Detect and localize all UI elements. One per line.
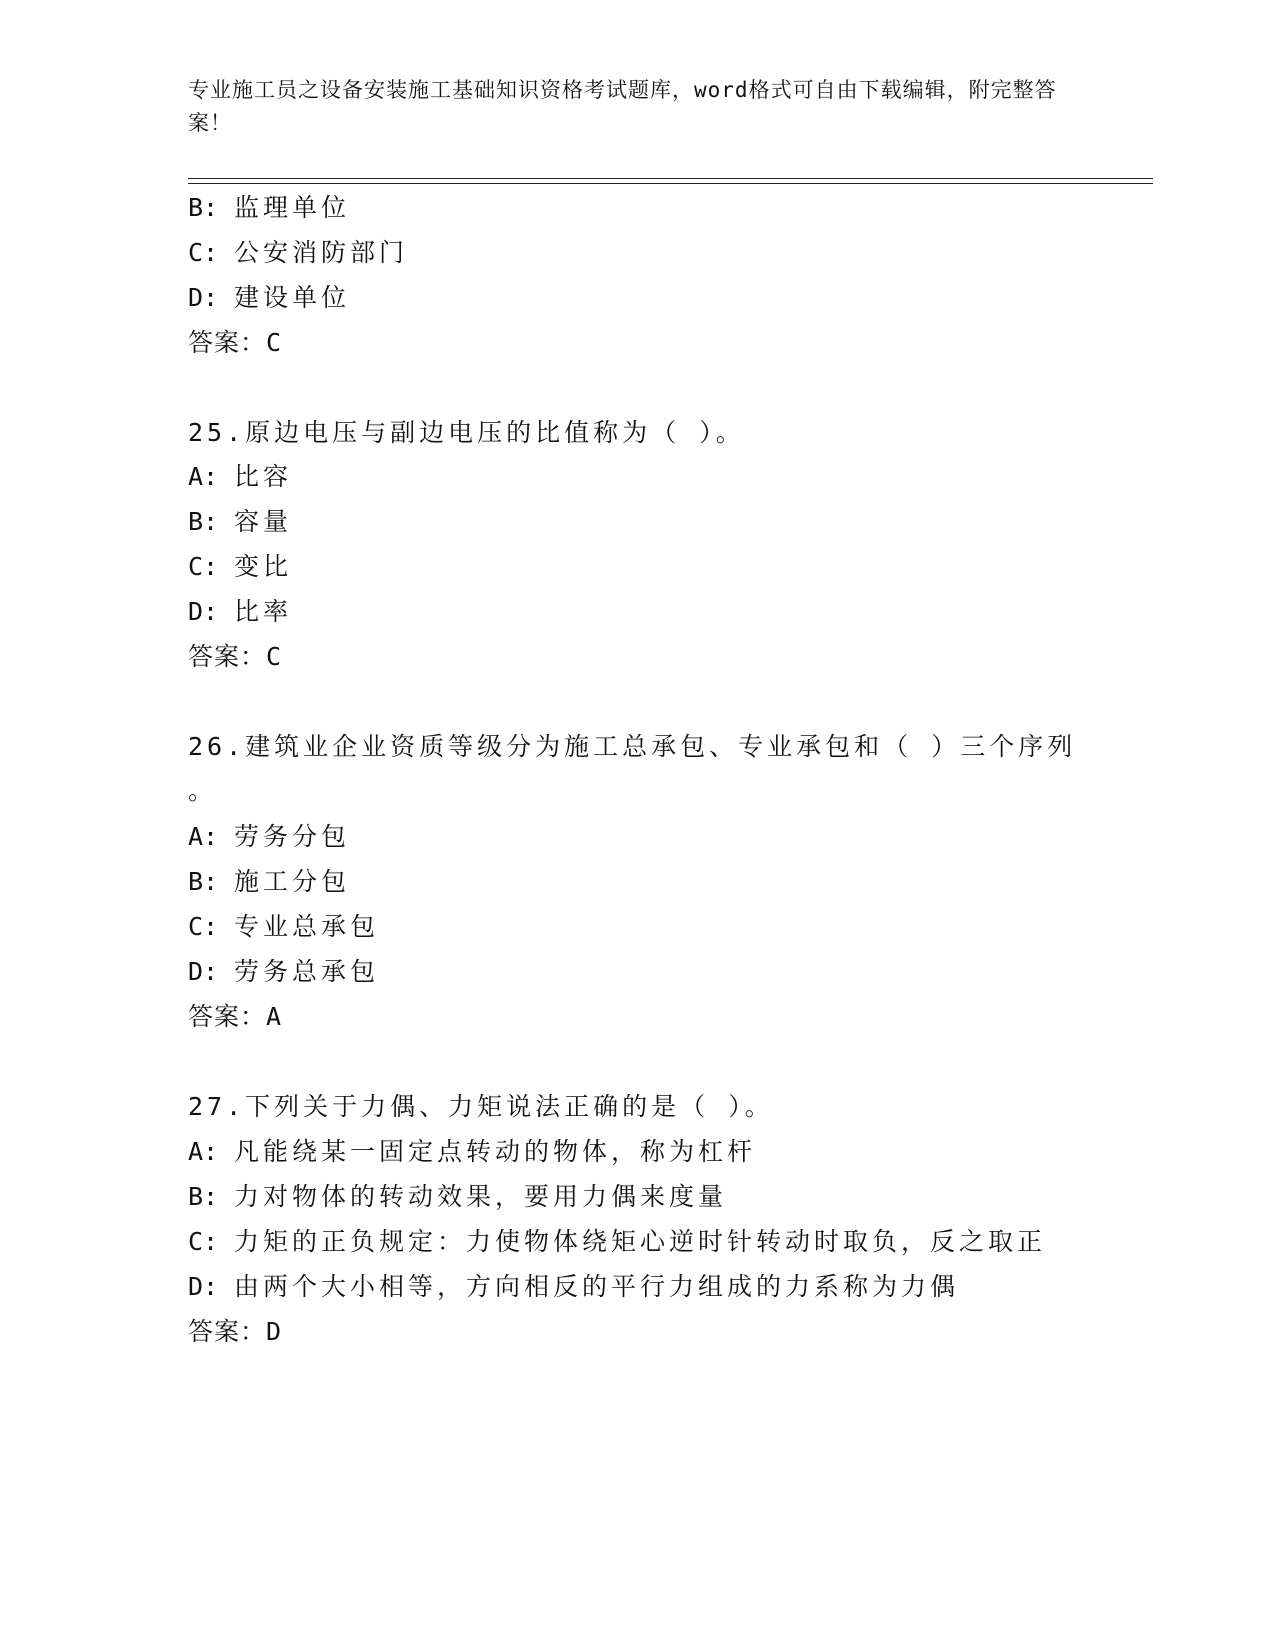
option-d — [188, 1272, 959, 1302]
question-stem-25: 25.原边电压与副边电压的比值称为（ ）。 — [188, 418, 745, 447]
option-d — [188, 283, 350, 313]
option-a — [188, 1137, 756, 1167]
page-header: 专业施工员之设备安装施工基础知识资格考试题库，word格式可自由下载编辑，附完整答案！ — [188, 78, 1057, 135]
answer-value: C — [266, 642, 283, 671]
header-rule-top — [188, 178, 1153, 179]
option-b — [188, 867, 350, 897]
option-text: 监理单位 — [234, 193, 351, 222]
answer-line — [188, 642, 282, 672]
option-text: 比率 — [234, 597, 293, 626]
option-a — [188, 462, 292, 492]
option-letter: C: — [188, 552, 219, 581]
option-text: 容量 — [234, 507, 293, 536]
option-letter: B: — [188, 867, 219, 896]
option-text: 施工分包 — [234, 867, 351, 896]
answer-line — [188, 1002, 282, 1032]
option-text: 由两个大小相等，方向相反的平行力组成的力系称为力偶 — [234, 1272, 960, 1301]
answer-value: C — [266, 328, 283, 357]
option-letter: D: — [188, 283, 219, 312]
option-letter: D: — [188, 1272, 219, 1301]
option-text: 力矩的正负规定：力使物体绕矩心逆时针转动时取负，反之取正 — [234, 1227, 1047, 1256]
option-letter: A: — [188, 1137, 219, 1166]
option-letter: B: — [188, 507, 219, 536]
answer-label: 答案： — [188, 642, 267, 671]
option-b — [188, 507, 292, 537]
answer-label: 答案： — [188, 1317, 267, 1346]
option-c — [188, 238, 408, 268]
option-letter: B: — [188, 1182, 219, 1211]
answer-label: 答案： — [188, 328, 267, 357]
option-text: 劳务总承包 — [234, 957, 380, 986]
option-text: 建设单位 — [234, 283, 351, 312]
option-text: 变比 — [234, 552, 293, 581]
answer-line — [188, 328, 282, 358]
question-stem-27: 27.下列关于力偶、力矩说法正确的是（ ）。 — [188, 1092, 774, 1121]
option-b — [188, 1182, 727, 1212]
option-letter: A: — [188, 462, 219, 491]
option-text: 凡能绕某一固定点转动的物体，称为杠杆 — [234, 1137, 757, 1166]
question-stem-26-cont: 。 — [188, 776, 218, 805]
header-rule-bottom — [188, 183, 1153, 184]
answer-label: 答案： — [188, 1002, 267, 1031]
option-c — [188, 912, 379, 942]
option-letter: C: — [188, 912, 219, 941]
option-a — [188, 822, 350, 852]
option-d — [188, 597, 292, 627]
option-c — [188, 552, 292, 582]
option-letter: C: — [188, 238, 219, 267]
option-c — [188, 1227, 1046, 1257]
option-text: 力对物体的转动效果，要用力偶来度量 — [234, 1182, 728, 1211]
option-letter: D: — [188, 957, 219, 986]
option-text: 劳务分包 — [234, 822, 351, 851]
option-letter: A: — [188, 822, 219, 851]
question-stem-26: 26.建筑业企业资质等级分为施工总承包、专业承包和（ ）三个序列 — [188, 732, 1077, 761]
answer-value: A — [266, 1002, 283, 1031]
option-letter: C: — [188, 1227, 219, 1256]
option-text: 专业总承包 — [234, 912, 380, 941]
option-text: 比容 — [234, 462, 293, 491]
option-letter: B: — [188, 193, 219, 222]
answer-line — [188, 1317, 282, 1347]
option-d — [188, 957, 379, 987]
answer-value: D — [266, 1317, 283, 1346]
option-letter: D: — [188, 597, 219, 626]
option-b — [188, 193, 350, 223]
option-text: 公安消防部门 — [234, 238, 409, 267]
